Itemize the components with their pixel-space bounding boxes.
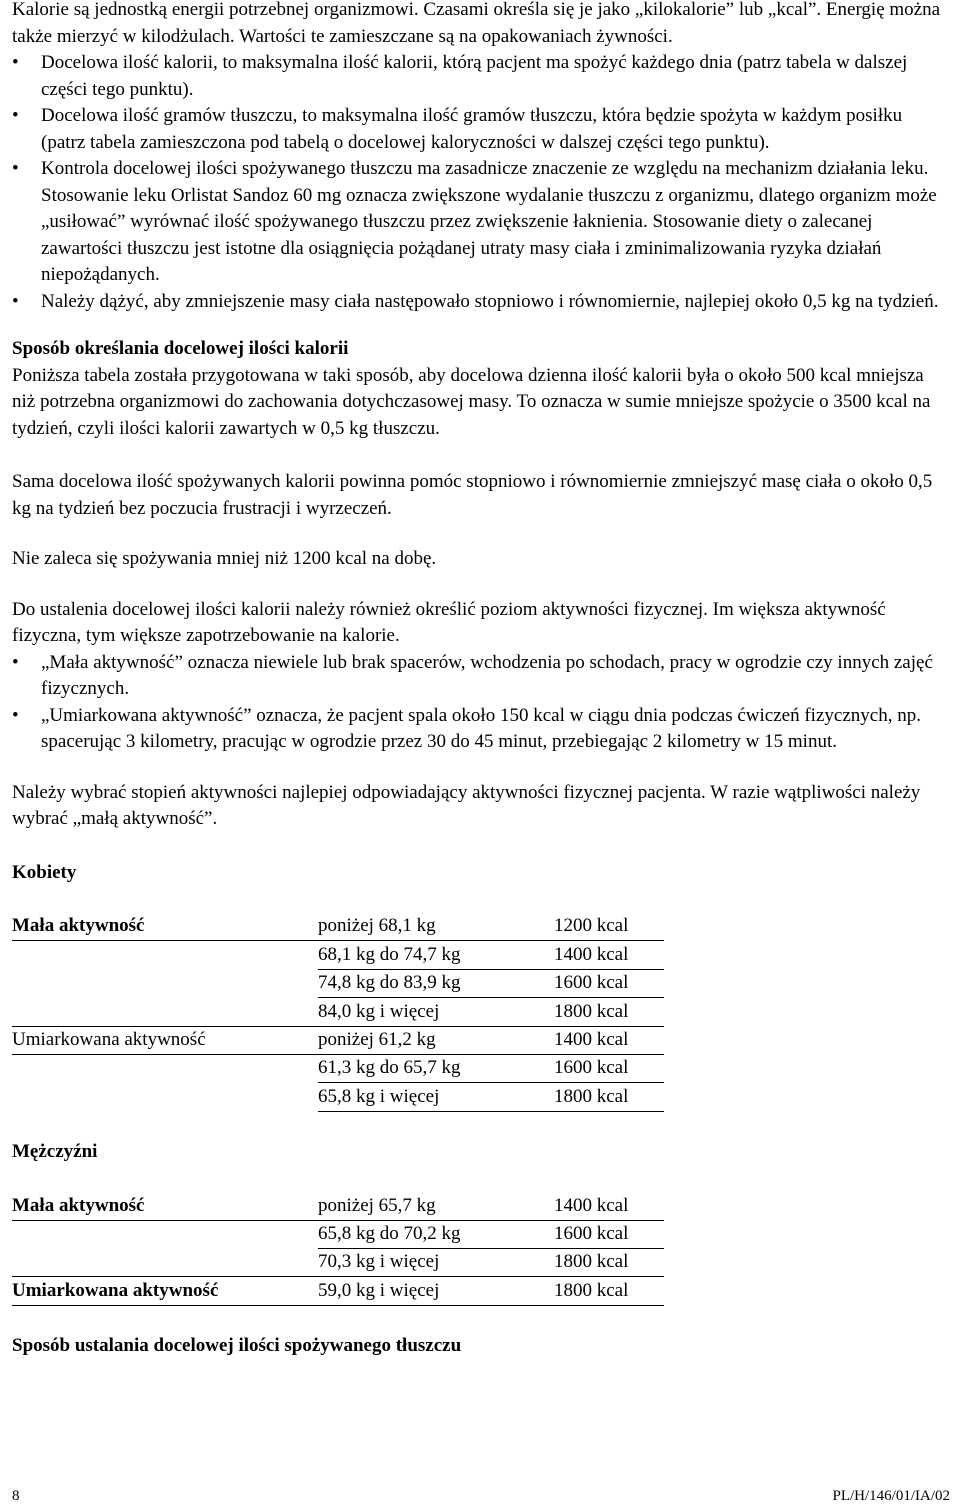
table-row: [12, 1083, 664, 1111]
table-row: [12, 1249, 664, 1277]
activity-bullet-list: [12, 650, 950, 756]
bullet-item: • Kontrola docelowej ilości spożywanego tłuszczu ma zasadnicze znaczenie ze względu na mechanizm działania leku. Stosowanie leku Orlistat Sandoz 60 mg oznacza zwiększone wydalanie tłuszczu z organizmu, dlatego organizm może „usiłować” wyrównać ilość spożywanego tłuszczu przez zwiększenie łaknienia. Stosowanie diety o zalecanej zawartości tłuszczu jest istotne dla osiągnięcia pożądanej utraty masy ciała i zminimalizowania ryzyka działań niepożądanych.: [12, 156, 950, 289]
table-row: [12, 1277, 664, 1305]
bullet-item: • Docelowa ilość gramów tłuszczu, to maksymalna ilość gramów tłuszczu, która będzie spożyta w każdym posiłku (patrz tabela zamieszczona pod tabelą o docelowej kaloryczności w dalszej części tego punktu).: [12, 103, 950, 156]
table-row: [12, 1026, 664, 1054]
page-footer: [12, 1487, 950, 1505]
activity-cell: [12, 1220, 318, 1248]
kcal-cell: 1600 kcal: [554, 969, 664, 997]
page-number: 8: [12, 1488, 20, 1504]
weight-cell: poniżej 65,7 kg: [318, 1192, 554, 1220]
weight-cell: 65,8 kg do 70,2 kg: [318, 1220, 554, 1248]
weight-cell: 84,0 kg i więcej: [318, 998, 554, 1026]
table-row: [12, 969, 664, 997]
bullet-item: • „Mała aktywność” oznacza niewiele lub brak spacerów, wchodzenia po schodach, pracy w ogrodzie czy innych zajęć fizycznych.: [12, 650, 950, 703]
activity-cell: [12, 941, 318, 969]
weight-cell: 65,8 kg i więcej: [318, 1083, 554, 1111]
weight-cell: 70,3 kg i więcej: [318, 1249, 554, 1277]
document-code: PL/H/146/01/IA/02: [832, 1488, 950, 1504]
intro-paragraph: Kalorie są jednostką energii potrzebnej organizmowi. Czasami określa się je jako „kilokalorie” lub „kcal”. Energię można także mierzyć w kilodżulach. Wartości te zamieszczane są na opakowaniach żywności.: [12, 0, 941, 47]
activity-cell: Umiarkowana aktywność: [12, 1026, 318, 1054]
section-heading-calories: Sposób określania docelowej ilości kalorii: [12, 338, 349, 359]
activity-cell: [12, 969, 318, 997]
weight-cell: 68,1 kg do 74,7 kg: [318, 941, 554, 969]
weight-cell: 61,3 kg do 65,7 kg: [318, 1054, 554, 1082]
activity-cell: [12, 1249, 318, 1277]
weight-cell: 59,0 kg i więcej: [318, 1277, 554, 1305]
kcal-cell: 1400 kcal: [554, 1192, 664, 1220]
section-heading-fat: Sposób ustalania docelowej ilości spożywanego tłuszczu: [12, 1334, 462, 1356]
kcal-cell: 1400 kcal: [554, 1026, 664, 1054]
bullet-item: • „Umiarkowana aktywność” oznacza, że pacjent spala około 150 kcal w ciągu dnia podczas ćwiczeń fizycznych, np. spacerując 3 kilometry, pracując w ogrodzie przez 30 do 45 minut, przebiegając 2 kilometry w 15 minut.: [12, 703, 950, 756]
paragraph: Do ustalenia docelowej ilości kalorii należy również określić poziom aktywności fizycznej. Im większa aktywność fizyczna, tym większe zapotrzebowanie na kalorie.: [12, 598, 886, 646]
women-heading: Kobiety: [12, 861, 77, 883]
table-row: [12, 941, 664, 969]
activity-cell: Mała aktywność: [12, 913, 318, 941]
paragraph: Sama docelowa ilość spożywanych kalorii powinna pomóc stopniowo i równomiernie zmniejszyć masę ciała o około 0,5 kg na tydzień bez poczucia frustracji i wyrzeczeń.: [12, 471, 933, 519]
kcal-cell: 1400 kcal: [554, 941, 664, 969]
table-row: [12, 1054, 664, 1082]
activity-cell: Mała aktywność: [12, 1192, 318, 1220]
kcal-cell: 1200 kcal: [554, 913, 664, 941]
document-page: [12, 0, 950, 1359]
table-row: [12, 998, 664, 1026]
activity-cell: [12, 998, 318, 1026]
kcal-cell: 1600 kcal: [554, 1054, 664, 1082]
paragraph: Poniższa tabela została przygotowana w taki sposób, aby docelowa dzienna ilość kalorii była o około 500 kcal mniejsza niż potrzebna organizmowi do zachowania dotychczasowej masy. To oznacza w sumie mniejsze spożycie o 3500 kcal na tydzień, czyli ilości kalorii zawartych w 0,5 kg tłuszczu.: [12, 364, 931, 439]
bullet-item: • Docelowa ilość kalorii, to maksymalna ilość kalorii, którą pacjent ma spożyć każdego dnia (patrz tabela w dalszej części tego punktu).: [12, 50, 950, 103]
men-kcal-table: [12, 1192, 664, 1306]
activity-cell: [12, 1054, 318, 1082]
kcal-cell: 1800 kcal: [554, 998, 664, 1026]
women-kcal-table: [12, 913, 664, 1112]
table-row: [12, 1192, 664, 1220]
weight-cell: 74,8 kg do 83,9 kg: [318, 969, 554, 997]
table-row: [12, 913, 664, 941]
table-row: [12, 1220, 664, 1248]
kcal-cell: 1800 kcal: [554, 1277, 664, 1305]
target-bullet-list: [12, 50, 950, 315]
kcal-cell: 1800 kcal: [554, 1083, 664, 1111]
bullet-item: • Należy dążyć, aby zmniejszenie masy ciała następowało stopniowo i równomiernie, najlepiej około 0,5 kg na tydzień.: [12, 289, 950, 316]
kcal-cell: 1800 kcal: [554, 1249, 664, 1277]
weight-cell: poniżej 68,1 kg: [318, 913, 554, 941]
paragraph: Należy wybrać stopień aktywności najlepiej odpowiadający aktywności fizycznej pacjenta. W razie wątpliwości należy wybrać „małą aktywność”.: [12, 781, 921, 829]
activity-cell: [12, 1083, 318, 1111]
weight-cell: poniżej 61,2 kg: [318, 1026, 554, 1054]
kcal-cell: 1600 kcal: [554, 1220, 664, 1248]
men-heading: Mężczyźni: [12, 1140, 98, 1162]
activity-cell: Umiarkowana aktywność: [12, 1277, 318, 1305]
paragraph: Nie zaleca się spożywania mniej niż 1200 kcal na dobę.: [12, 548, 437, 569]
